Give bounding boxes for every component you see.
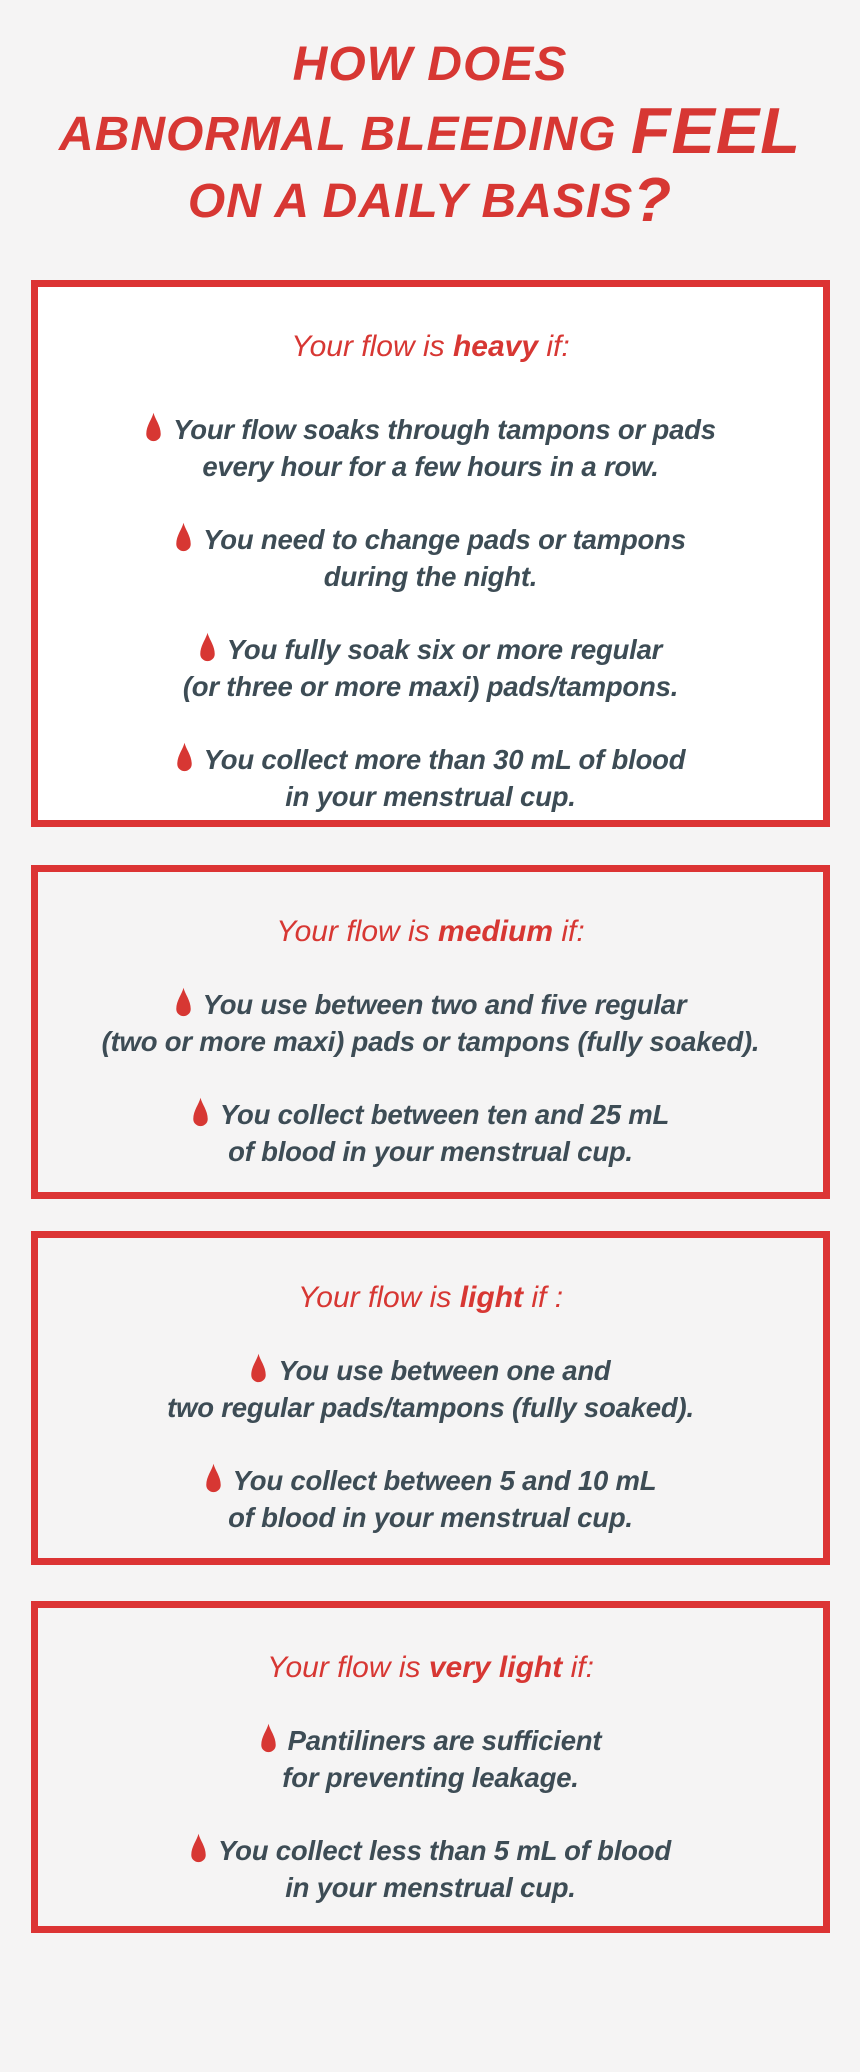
header-keyword: light [459, 1281, 524, 1314]
title-line-3 [0, 168, 860, 235]
blood-drop-icon [175, 521, 192, 555]
box-header-very-light [38, 1648, 823, 1688]
bullet-line [38, 986, 823, 1023]
bullet-item [38, 1096, 823, 1170]
header-prefix: Your flow is [276, 915, 430, 948]
bullet-text: You use between one and [278, 1355, 611, 1386]
bullet-line: (two or more maxi) pads or tampons (fully soaked). [101, 1026, 760, 1057]
flow-box-medium [31, 865, 830, 1199]
bullet-item [38, 1722, 823, 1796]
bullet-line: during the night. [323, 561, 538, 592]
blood-drop-icon [260, 1722, 277, 1756]
header-suffix: if: [546, 330, 570, 363]
bullet-line: of blood in your menstrual cup. [228, 1502, 633, 1533]
bullet-text: Your flow soaks through tampons or pads [173, 414, 716, 445]
title-text: ABNORMAL BLEEDING [59, 108, 617, 161]
title-emphasis-feel: FEEL [630, 94, 801, 167]
header-suffix: if: [570, 1651, 594, 1684]
bullet-item [38, 741, 823, 815]
header-suffix: if: [561, 915, 585, 948]
box-header-medium [38, 912, 823, 952]
blood-drop-icon [192, 1096, 209, 1130]
title-line-2 [0, 94, 860, 168]
bullet-item [38, 411, 823, 485]
flow-box-light [31, 1231, 830, 1565]
title-question-mark: ? [633, 166, 673, 235]
blood-drop-icon [176, 741, 193, 775]
bullet-line: of blood in your menstrual cup. [228, 1136, 633, 1167]
header-prefix: Your flow is [267, 1651, 421, 1684]
blood-drop-icon [199, 631, 216, 665]
bullet-item [38, 1352, 823, 1426]
bullet-line [38, 1352, 823, 1389]
flow-box-heavy [31, 280, 830, 827]
header-suffix: if : [531, 1281, 564, 1314]
header-prefix: Your flow is [291, 330, 445, 363]
bullet-item [38, 986, 823, 1060]
bullet-line [38, 631, 823, 668]
blood-drop-icon [190, 1832, 207, 1866]
bullet-line: two regular pads/tampons (fully soaked). [167, 1392, 694, 1423]
bullet-line: for preventing leakage. [282, 1762, 579, 1793]
header-keyword: very light [428, 1651, 563, 1684]
bullet-line: in your menstrual cup. [285, 781, 576, 812]
bullet-text: You collect between 5 and 10 mL [232, 1465, 657, 1496]
bullet-item [38, 1832, 823, 1906]
bullet-line [38, 1832, 823, 1869]
blood-drop-icon [205, 1462, 222, 1496]
bullet-line [38, 1096, 823, 1133]
blood-drop-icon [250, 1352, 267, 1386]
bullet-item [38, 631, 823, 705]
bullet-line [38, 411, 823, 448]
bullet-line [38, 741, 823, 778]
header-keyword: heavy [452, 330, 539, 363]
header-keyword: medium [438, 915, 554, 948]
box-header-light [38, 1278, 823, 1318]
bullet-text: You fully soak six or more regular [226, 634, 663, 665]
bullet-text: You collect less than 5 mL of blood [218, 1835, 671, 1866]
bullet-line: in your menstrual cup. [285, 1872, 576, 1903]
blood-drop-icon [175, 986, 192, 1020]
bullet-text: You collect more than 30 mL of blood [203, 744, 686, 775]
bullet-line [38, 1462, 823, 1499]
bullet-text: Pantiliners are sufficient [287, 1725, 602, 1756]
bullet-text: You collect between ten and 25 mL [219, 1099, 670, 1130]
bullet-text: You use between two and five regular [202, 989, 687, 1020]
bullet-line: every hour for a few hours in a row. [202, 451, 659, 482]
header-prefix: Your flow is [297, 1281, 452, 1314]
bullet-line: (or three or more maxi) pads/tampons. [182, 671, 679, 702]
title-text: ON A DAILY BASIS [187, 175, 634, 228]
bullet-text: You need to change pads or tampons [203, 524, 686, 555]
title-line-1 [0, 32, 860, 98]
bullet-item [38, 1462, 823, 1536]
title-text: HOW DOES [292, 38, 568, 91]
bullet-line [38, 521, 823, 558]
page-title [0, 0, 860, 235]
box-header-heavy [38, 327, 823, 367]
flow-box-very-light [31, 1601, 830, 1933]
bullet-item [38, 521, 823, 595]
bullet-line [38, 1722, 823, 1759]
blood-drop-icon [145, 411, 162, 445]
